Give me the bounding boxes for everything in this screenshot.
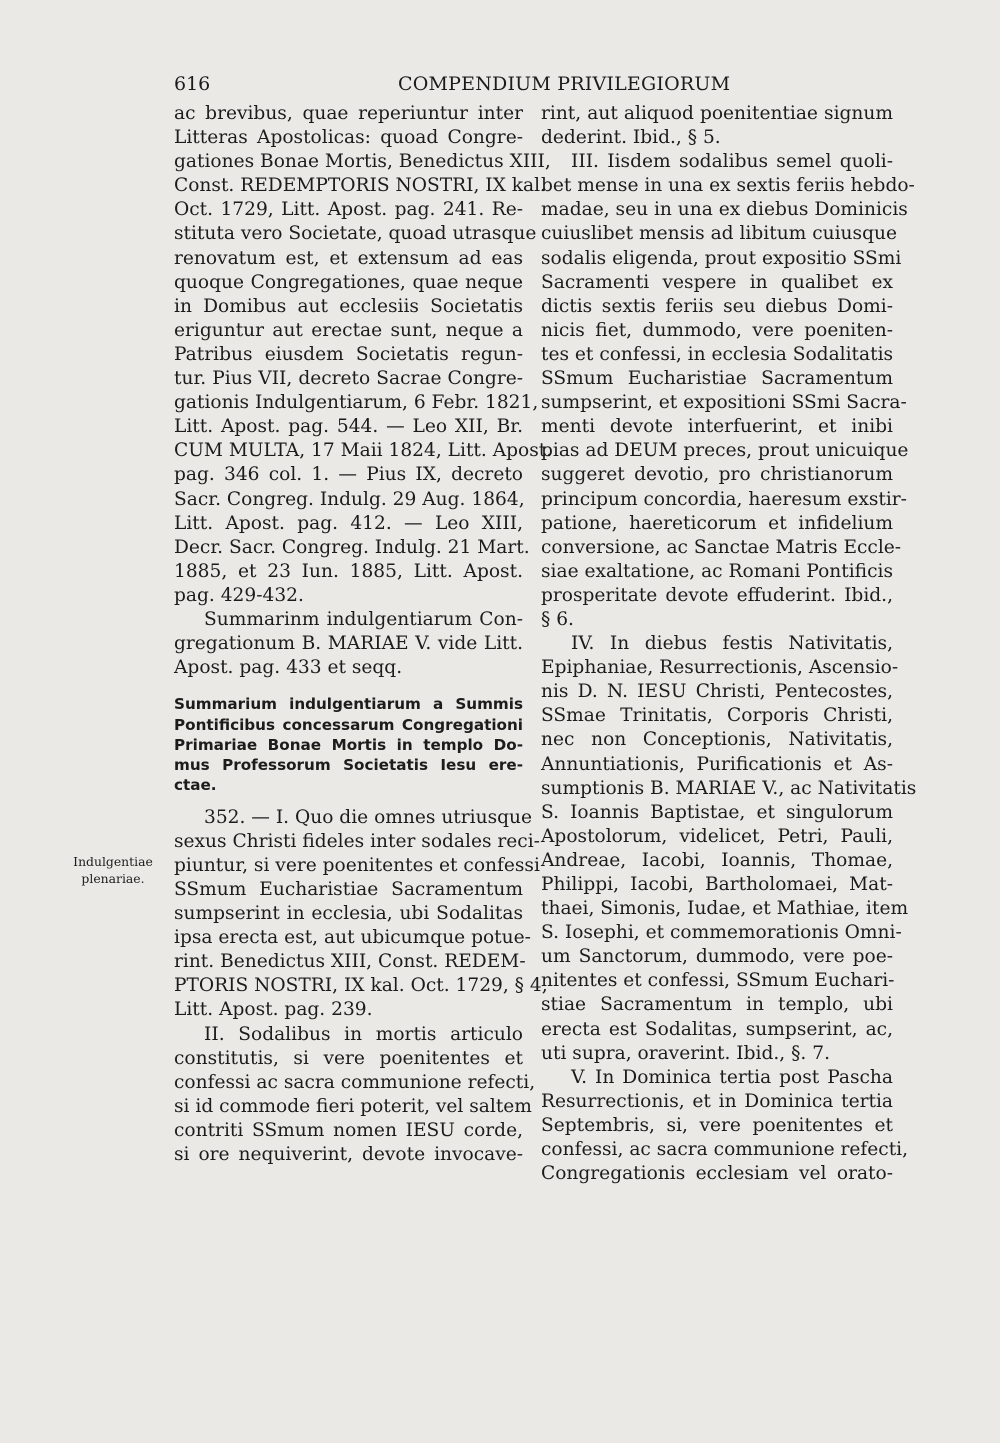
text-line: Annuntiationis, Purificationis et As- [541, 753, 893, 775]
text-line: rint, aut aliquod poenitentiae signum [541, 103, 893, 124]
text-line: ipsa erecta est, aut ubicumque potue- [174, 927, 531, 949]
text-line: sumptionis B. MARIAE V., ac Nativitatis [541, 777, 917, 799]
section-heading-line: mus Professorum Societatis Iesu ere- [174, 756, 523, 775]
section-heading-line: Primariae Bonae Mortis in templo Do- [174, 735, 523, 754]
text-line: cuiuslibet mensis ad libitum cuiusque [541, 223, 897, 245]
text-line: Resurrectionis, et in Dominica tertia [541, 1090, 893, 1112]
text-line: confessi, ac sacra communione refecti, [541, 1139, 909, 1161]
spacer [174, 680, 523, 694]
text-line: renovatum est, et extensum ad eas [174, 247, 523, 269]
text-line: siae exaltatione, ac Romani Pontificis [541, 560, 893, 582]
text-line: 352. — I. Quo die omnes utriusque [204, 806, 533, 828]
text-line: pag. 429-432. [174, 584, 304, 606]
text-line: gregationum B. MARIAE V. vide Litt. [174, 633, 523, 655]
text-line: contriti SSmum nomen IESU corde, [174, 1119, 523, 1141]
left-column [174, 102, 553, 1167]
text-line: ac brevibus, quae reperiuntur inter [174, 103, 523, 124]
section-heading-line: Pontificibus concessarum Congregationi [174, 715, 523, 734]
text-line: 1885, et 23 Iun. 1885, Litt. Apost. [174, 560, 523, 582]
text-line: nis D. N. IESU Christi, Pentecostes, [541, 681, 893, 703]
text-line: Apost. pag. 433 et seqq. [174, 657, 403, 679]
text-line: Septembris, si, vere poenitentes et [541, 1114, 893, 1136]
text-line: tur. Pius VII, decreto Sacrae Congre- [174, 368, 523, 390]
text-line: pag. 346 col. 1. — Pius IX, decreto [174, 464, 523, 486]
text-line: patione, haereticorum et infidelium [541, 512, 893, 534]
text-line: suggeret devotio, pro christianorum [541, 464, 893, 486]
text-line: quoque Congregationes, quae neque [174, 271, 523, 293]
text-line: II. Sodalibus in mortis articulo [204, 1023, 523, 1045]
text-line: uti supra, oraverint. Ibid., §. 7. [541, 1042, 830, 1064]
section-heading-line: ctae. [174, 776, 217, 795]
text-line: um Sanctorum, dummodo, vere poe- [541, 946, 893, 968]
text-line: si ore nequiverint, devote invocave- [174, 1144, 523, 1166]
text-line: in Domibus aut ecclesiis Societatis [174, 295, 523, 317]
text-line: Litteras Apostolicas: quoad Congre- [174, 127, 523, 149]
text-line: Litt. Apost. pag. 544. — Leo XII, Br. [174, 416, 523, 438]
text-line: Litt. Apost. pag. 412. — Leo XIII, [174, 512, 523, 534]
text-line: S. Ioannis Baptistae, et singulorum [541, 801, 893, 823]
text-line: Oct. 1729, Litt. Apost. pag. 241. Re- [174, 199, 523, 221]
text-line: tes et confessi, in ecclesia Sodalitatis [541, 343, 894, 365]
text-line: SSmum Eucharistiae Sacramentum [541, 368, 893, 390]
section-heading-line: Summarium indulgentiarum a Summis [174, 695, 523, 714]
text-line: Patribus eiusdem Societatis regun- [174, 343, 523, 365]
text-line: Const. REDEMPTORIS NOSTRI, IX kal. [174, 175, 546, 197]
text-line: sexus Christi fideles inter sodales reci- [174, 830, 540, 852]
text-line: gationes Bonae Mortis, Benedictus XIII, [174, 151, 551, 173]
text-line: prosperitate devote effuderint. Ibid., [541, 584, 893, 606]
text-line: Sacramenti vespere in qualibet ex [541, 271, 893, 293]
text-line: rint. Benedictus XIII, Const. REDEM- [174, 951, 526, 973]
text-line: § 6. [541, 608, 574, 630]
text-line: Epiphaniae, Resurrectionis, Ascensio- [541, 657, 899, 679]
text-line: Apostolorum, videlicet, Petri, Pauli, [541, 825, 893, 847]
text-line: gationis Indulgentiarum, 6 Febr. 1821, [174, 392, 539, 414]
text-line: Litt. Apost. pag. 239. [174, 999, 373, 1021]
text-line: si id commode fieri poterit, vel saltem [174, 1095, 532, 1117]
text-line: dictis sextis feriis seu diebus Domi- [541, 295, 893, 317]
text-line: IV. In diebus festis Nativitatis, [571, 633, 893, 655]
text-line: V. In Dominica tertia post Pascha [571, 1066, 893, 1088]
spacer [174, 796, 523, 806]
text-line: SSmum Eucharistiae Sacramentum [174, 879, 523, 901]
text-line: principum concordia, haeresum exstir- [541, 488, 907, 510]
text-line: stiae Sacramentum in templo, ubi [541, 994, 893, 1016]
margin-note-line: Indulgentiae [73, 854, 153, 869]
margin-note-line: plenariae. [81, 871, 145, 886]
running-title: COMPENDIUM PRIVILEGIORUM [398, 73, 731, 95]
text-line: thaei, Simonis, Iudae, et Mathiae, item [541, 898, 909, 920]
text-line: conversione, ac Sanctae Matris Eccle- [541, 536, 902, 558]
text-line: S. Iosephi, et commemorationis Omni- [541, 922, 902, 944]
text-line: Andreae, Iacobi, Ioannis, Thomae, [541, 849, 893, 871]
right-column [541, 102, 917, 1186]
text-line: sodalis eligenda, prout expositio SSmi [541, 247, 902, 269]
section-heading [174, 694, 523, 795]
text-line: stituta vero Societate, quoad utrasque [174, 223, 537, 245]
text-line: sumpserint, et expositioni SSmi Sacra- [541, 392, 907, 414]
text-line: constitutis, si vere poenitentes et [174, 1047, 523, 1069]
text-line: madae, seu in una ex diebus Dominicis [541, 199, 908, 221]
text-line: piuntur, si vere poenitentes et confessi [174, 854, 540, 876]
text-line: eriguntur aut erectae sunt, neque a [174, 319, 523, 341]
text-line: sumpserint in ecclesia, ubi Sodalitas [174, 903, 523, 925]
text-line: PTORIS NOSTRI, IX kal. Oct. 1729, § 4, [174, 975, 548, 997]
text-line: Philippi, Iacobi, Bartholomaei, Mat- [541, 874, 893, 895]
text-line: dederint. Ibid., § 5. [541, 127, 721, 149]
text-line: nitentes et confessi, SSmum Euchari- [541, 970, 895, 992]
margin-note [68, 853, 158, 887]
text-line: Decr. Sacr. Congreg. Indulg. 21 Mart. [174, 536, 530, 558]
text-line: SSmae Trinitatis, Corporis Christi, [541, 705, 893, 727]
text-line: confessi ac sacra communione refecti, [174, 1071, 536, 1093]
text-line: CUM MULTA, 17 Maii 1824, Litt. Apost. [174, 440, 553, 462]
text-line: Sacr. Congreg. Indulg. 29 Aug. 1864, [174, 488, 525, 510]
text-line: menti devote interfuerint, et inibi [541, 416, 893, 438]
text-line: Summarinm indulgentiarum Con- [204, 608, 523, 630]
text-line: III. Iisdem sodalibus semel quoli- [571, 151, 893, 173]
page-number: 616 [174, 73, 211, 95]
text-line: Congregationis ecclesiam vel orato- [541, 1163, 893, 1185]
text-line: nec non Conceptionis, Nativitatis, [541, 729, 893, 751]
text-line: bet mense in una ex sextis feriis hebdo- [541, 175, 915, 197]
text-line: erecta est Sodalitas, sumpserint, ac, [541, 1018, 893, 1040]
text-line: nicis fiet, dummodo, vere poeniten- [541, 319, 893, 341]
text-line: pias ad DEUM preces, prout unicuique [541, 440, 909, 462]
